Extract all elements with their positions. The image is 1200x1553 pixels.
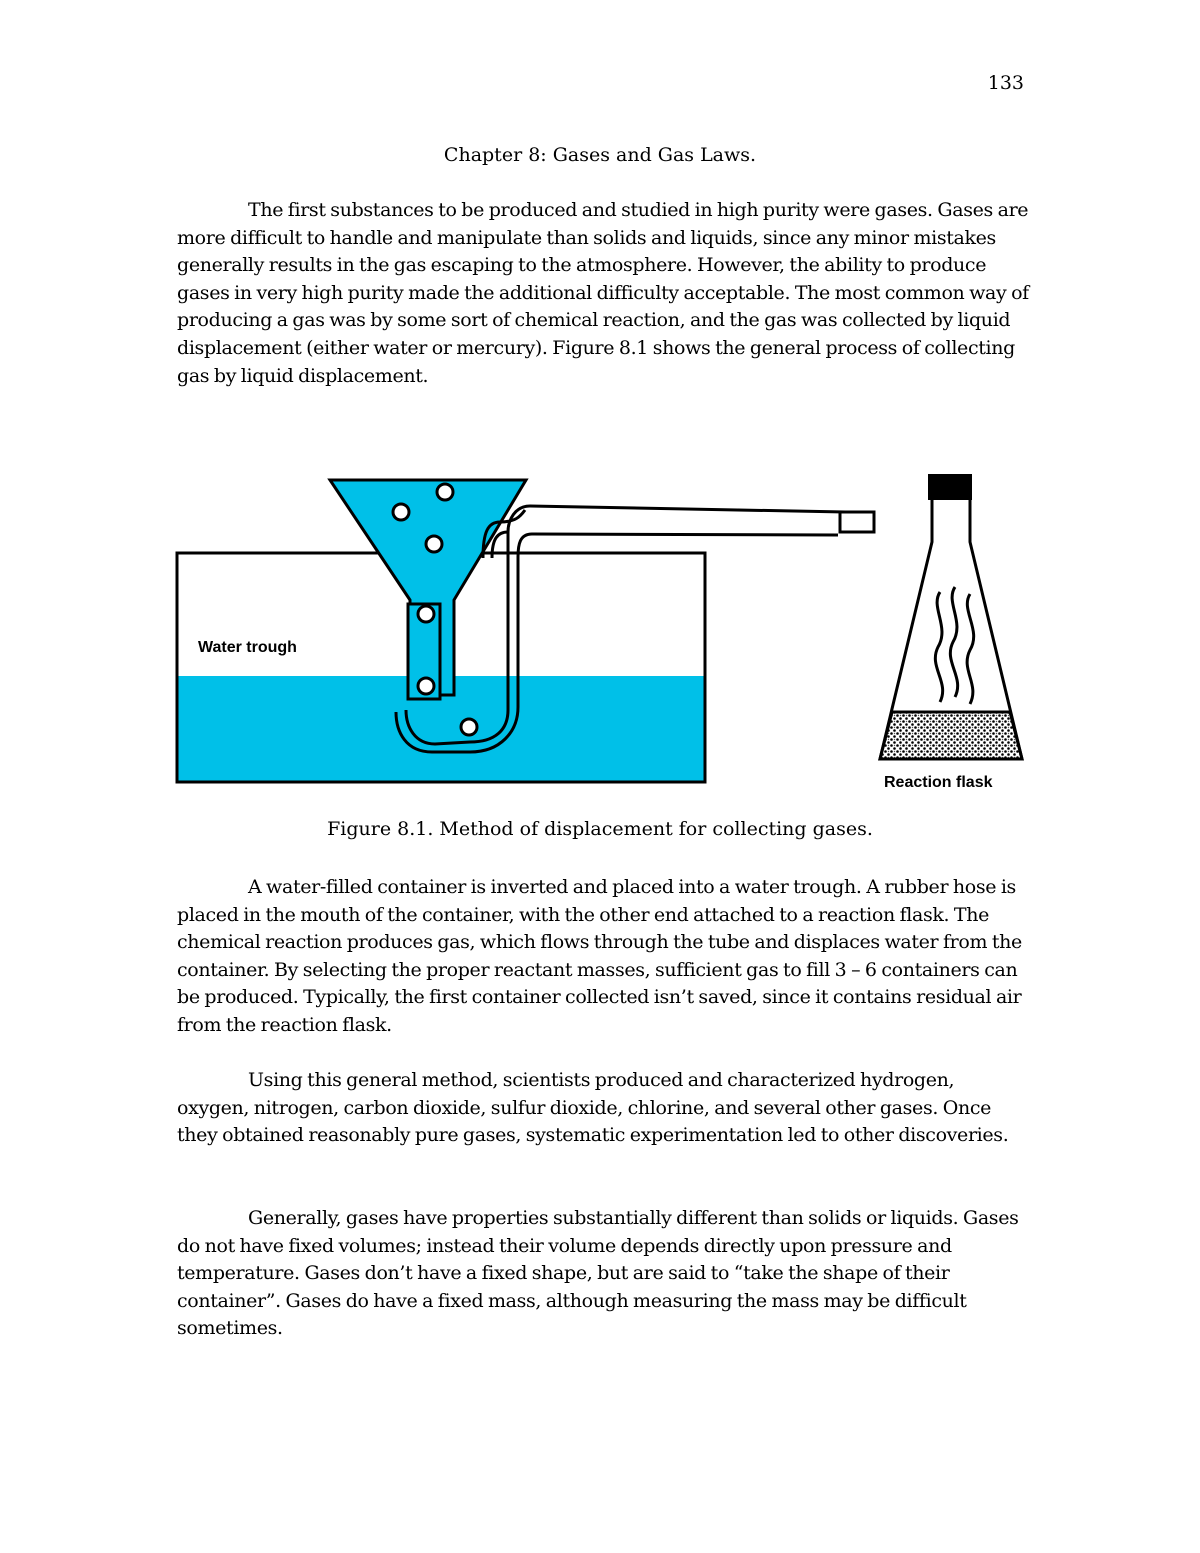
flask-reactant	[880, 712, 1022, 759]
flask-outlet	[840, 512, 874, 532]
figure-gas-collection	[170, 462, 1030, 802]
paragraph-intro: The first substances to be produced and studied in high purity were gases. Gases are more difficult to handle and manipulate than solids and liquids, since any minor mistakes generally results in the gas escaping to the atmosphere. However, the ability to produce gases in very high purity made the additional difficulty acceptable. The most common way of producing a gas was by some sort of chemical reaction, and the gas was collected by liquid displacement (either water or mercury). Figure 8.1 shows the general process of collecting gas by liquid displacement.	[177, 199, 1029, 387]
chapter-title: Chapter 8: Gases and Gas Laws.	[443, 144, 757, 166]
figure-caption: Figure 8.1. Method of displacement for collecting gases.	[327, 818, 873, 840]
paragraph-method: A water-filled container is inverted and placed into a water trough. A rubber hose is placed in the mouth of the container, with the other end attached to a reaction flask. The chemical reaction produces gas, which flows through the tube and displaces water from the container. By selecting the proper reactant masses, sufficient gas to fill 3 – 6 containers can be produced. Typically, the first container collected isn’t saved, since it contains residual air from the reaction flask.	[177, 876, 1022, 1036]
reaction-flask-label: Reaction flask	[884, 774, 993, 791]
paragraph-properties: Generally, gases have properties substantially different than solids or liquids. Gases do not have fixed volumes; instead their volume depends directly upon pressure and temperature. Gases don’t have a fixed shape, but are said to “take the shape of their container”. Gases do have a fixed mass, although measuring the mass may be difficult sometimes.	[177, 1207, 1019, 1340]
inverted-container	[330, 480, 526, 699]
paragraph-discoveries: Using this general method, scientists produced and characterized hydrogen, oxygen, nitrogen, carbon dioxide, sulfur dioxide, chlorine, and several other gases. Once they obtained reasonably pure gases, systematic experimentation led to other discoveries.	[177, 1069, 1009, 1147]
page-number: 133	[987, 72, 1024, 94]
reaction-flask	[840, 474, 1022, 791]
flask-stopper	[928, 474, 972, 500]
gas-collection-diagram	[170, 462, 1030, 802]
water-trough-label: Water trough	[198, 639, 297, 656]
